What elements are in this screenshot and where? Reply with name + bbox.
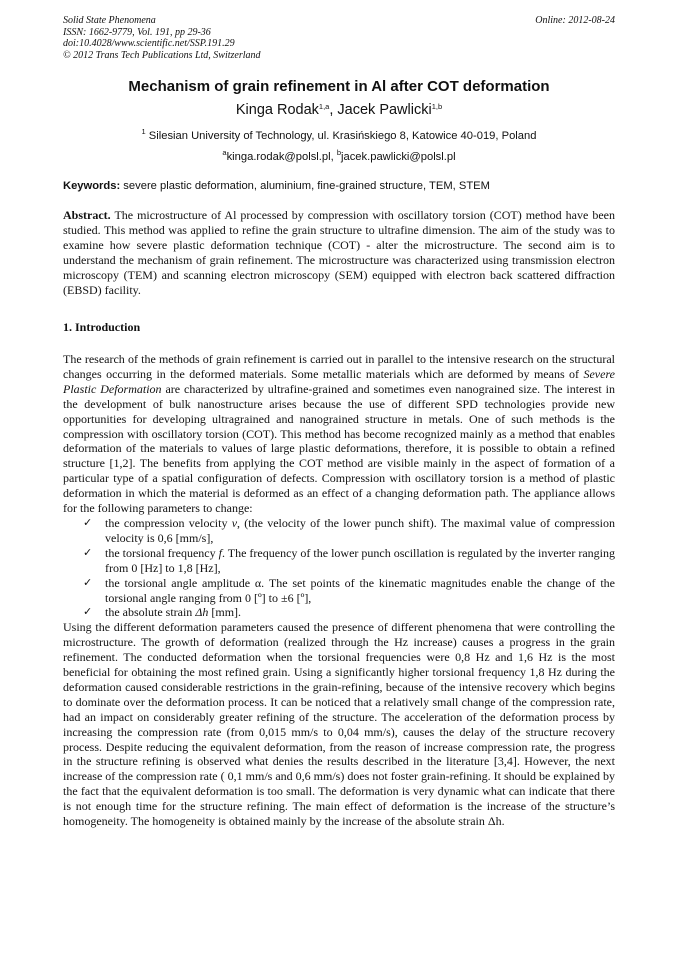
journal-name: Solid State Phenomena: [63, 15, 156, 26]
list-item: [63, 576, 615, 606]
abstract-paragraph: [63, 208, 615, 297]
list-item-text: [105, 516, 615, 546]
email-sup: b: [336, 148, 341, 157]
paragraph: [63, 352, 615, 516]
italic-term: Severe Plastic Deformation: [63, 366, 615, 396]
paragraph: Using the different deformation parameters caused the presence of different phenomena that were controlling the microstructure. The growth of deformation (realized through the Hz increase) causes a progress in the grain refinement. The conducted deformation when the torsional frequencies were 0,8 Hz and 1,6 Hz is the most beneficial for obtaining the most refined grain. Using a significantly higher torsional frequency 1,8 Hz during the deformation caused considerable restrictions in the grain-refining, because of the intensive recovery which begins to dominate over the deformation process. It can be noticed that a relatively small change of the compression rate, had an impact on considerably greater refining of the structure. The acceleration of the deformation process by increasing the compression rate (from 0,015 mm/s to 0,04 mm/s), causes the delay of the structure recovery process. Despite reducing the equivalent deformation, from the reason of increase compression rate, the progress in the structure refining is observed what denies the results described in the literature [3,4]. However, the next increase of the compression rate ( 0,1 mm/s and 0,6 mm/s) does not foster grain-refining. It should be explained by the fact that the equivalent deformation is too small. The deformation is very dynamic what can indicate that there is not enough time for the structure refining. The main effect of deformation is the increase of the structure’s homogeneity. The homogeneity is obtained mainly by the increase of the absolute strain Δh.: [63, 620, 615, 829]
affiliation-text: Silesian University of Technology, ul. Krasińskiego 8, Katowice 40-019, Poland: [145, 130, 537, 142]
variable: f: [218, 545, 222, 560]
journal-header: [63, 15, 261, 61]
list-item-text: the torsional angle amplitude α. The set points of the kinematic magnitudes enable the change of the torsional angle ranging from 0 [º] to ±6 [º],: [105, 575, 615, 605]
abstract: [63, 208, 615, 297]
email-separator: ,: [330, 151, 337, 163]
doi-line[interactable]: doi:10.4028/www.scientific.net/SSP.191.29: [63, 38, 235, 49]
issn-line: ISSN: 1662-9779, Vol. 191, pp 29-36: [63, 26, 211, 38]
author-affil-sup: 1,a: [318, 102, 330, 111]
list-text: . The frequency of the lower punch oscillation is regulated by the inverter ranging from 0 [Hz] to 1,8 [Hz],: [105, 545, 616, 575]
online-date: Online: 2012-08-24: [535, 15, 615, 26]
email-sup: a: [222, 148, 227, 157]
author-name: Kinga Rodak: [235, 102, 319, 118]
author-line: [40, 102, 638, 118]
author-affil-sup: 1,b: [431, 102, 443, 111]
checkmark-icon: ✓: [83, 515, 93, 529]
abstract-label: Abstract.: [63, 208, 111, 222]
list-text: the compression velocity: [105, 515, 232, 530]
list-item: [63, 546, 615, 576]
email-link[interactable]: jacek.pawlicki@polsl.pl: [341, 151, 456, 163]
parameter-list: [63, 516, 615, 620]
affiliation: [40, 127, 638, 142]
author-emails: [40, 148, 638, 163]
list-item: [63, 516, 615, 546]
checkmark-icon: ✓: [83, 605, 93, 619]
author-separator: ,: [329, 102, 338, 118]
copyright-line: © 2012 Trans Tech Publications Ltd, Switzerland: [63, 49, 261, 61]
list-text: the absolute strain: [105, 605, 196, 620]
affiliation-sup: 1: [141, 127, 146, 136]
list-item-text: [105, 546, 615, 576]
variable: Δh: [195, 605, 209, 620]
introduction: [63, 352, 615, 829]
checkmark-icon: ✓: [83, 575, 93, 589]
section-heading: 1. Introduction: [63, 320, 141, 334]
list-text: the torsional frequency: [105, 545, 219, 560]
paragraph-text: The research of the methods of grain refinement is carried out in parallel to the intensive research on the structural changes occurring in the deformed materials. Some metallic materials which are deformed by means of: [63, 352, 615, 381]
keywords: [63, 180, 615, 192]
list-item-text: [105, 605, 615, 620]
abstract-text: The microstructure of Al processed by compression with oscillatory torsion (COT) method have been studied. This method was applied to refine the grain structure to ultrafine dimension. The aim of the study was to examine how severe plastic deformation technique (COT) - alter the microstructure. The second aim is to understand the mechanism of grain refinement. The microstructure was characterized using transmission electron microscopy (TEM) and scanning electron microscopy (SEM) equipped with electron back scattered diffraction (EBSD) facility.: [63, 208, 615, 297]
paragraph-text: are characterized by ultrafine-grained and sometimes even nanograined size. The interest in the development of bulk nanostructure arises because the use of different SPD technologies provide new opportunities for developing ultragrained and nanograined structure in metals. One of such methods is the compression with oscillatory torsion (COT). This method has become recognized mainly as a method that enables deformation of the materials to values of large plastic deformations, therefore, it is possible to obtain a refined structure [1,2]. The benefits from applying the COT method are visible mainly in the aspect of formation of a particular type of a spatial configuration of defects. Compression with oscillatory torsion is a method of plastic deformation in which the material is deformed as an effect of a changing deformation path. The appliance allows for the following parameters to change:: [63, 381, 615, 516]
list-text: [mm].: [208, 605, 242, 620]
author-name: Jacek Pawlicki: [337, 102, 432, 118]
keywords-text: severe plastic deformation, aluminium, fine-grained structure, TEM, STEM: [120, 180, 490, 192]
variable: v: [231, 515, 238, 530]
paper-title: Mechanism of grain refinement in Al after COT deformation: [128, 78, 550, 95]
email-link[interactable]: kinga.rodak@polsl.pl: [226, 151, 331, 163]
list-text: , (the velocity of the lower punch shift). The maximal value of compression velocity is 0,6 [mm/s],: [105, 515, 615, 545]
checkmark-icon: ✓: [83, 545, 93, 559]
list-item: [63, 605, 615, 620]
keywords-label: Keywords:: [63, 180, 121, 192]
